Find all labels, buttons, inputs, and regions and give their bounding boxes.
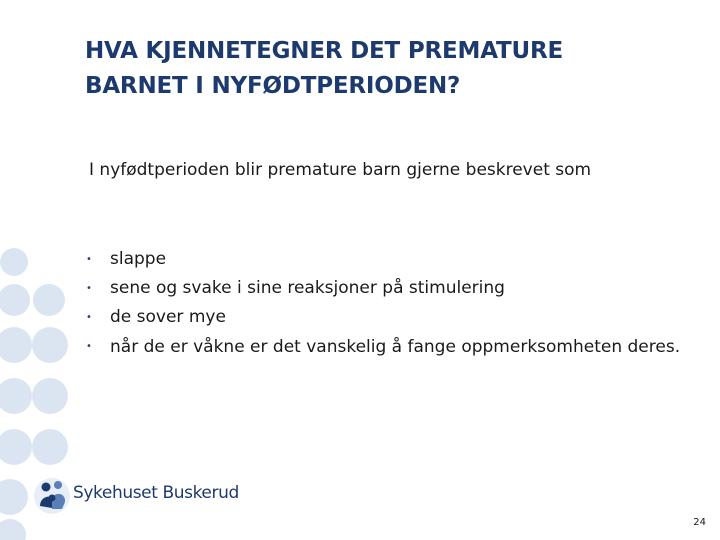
people-icon	[32, 476, 72, 516]
slide-title	[85, 34, 645, 104]
list-item	[84, 332, 684, 360]
list-item	[84, 245, 684, 274]
decorative-circles	[0, 0, 90, 540]
bullet-icon: •	[86, 341, 92, 352]
bullet-text: slappe	[110, 249, 167, 269]
bullet-text: når de er våkne er det vanskelig å fange oppmerksomheten deres.	[110, 337, 681, 357]
logo-text: Sykehuset Buskerud	[73, 483, 239, 503]
bullet-text: sene og svake i sine reaksjoner på stimulering	[110, 278, 505, 298]
intro-text: I nyfødtperioden blir premature barn gjerne beskrevet som	[89, 160, 592, 180]
page-number: 24	[693, 517, 706, 528]
title-line-2: BARNET I NYFØDTPERIODEN?	[85, 73, 461, 99]
list-item	[84, 303, 684, 332]
bullet-icon: •	[86, 283, 92, 294]
bullet-text: de sover mye	[110, 307, 226, 327]
list-item	[84, 274, 684, 303]
bullet-icon: •	[86, 312, 92, 323]
title-line-1: HVA KJENNETEGNER DET PREMATURE	[85, 38, 564, 64]
bullet-list	[84, 245, 684, 360]
bullet-icon: •	[86, 254, 92, 265]
